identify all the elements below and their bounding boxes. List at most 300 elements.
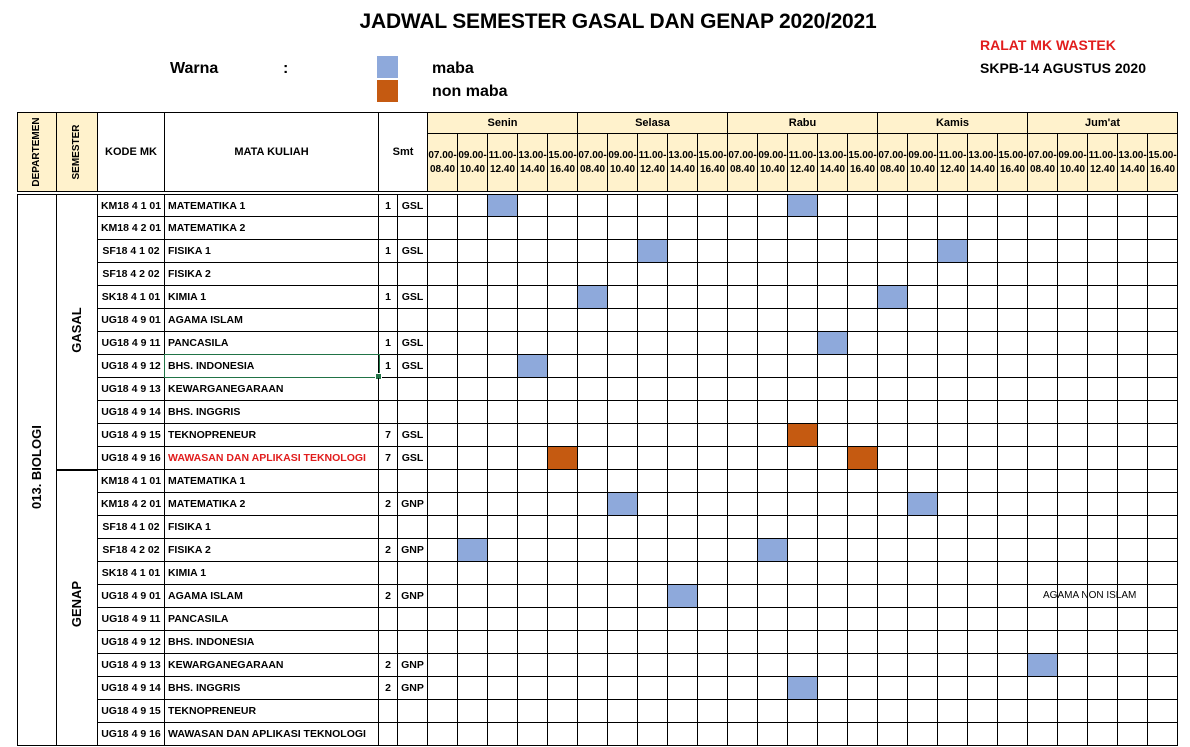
schedule-slot[interactable] [1058,562,1088,585]
schedule-slot[interactable] [848,240,878,263]
schedule-slot[interactable] [458,631,488,654]
schedule-slot[interactable] [698,263,728,286]
schedule-slot[interactable] [788,493,818,516]
schedule-slot[interactable] [698,516,728,539]
schedule-slot[interactable] [1088,562,1118,585]
schedule-slot[interactable] [788,332,818,355]
schedule-slot[interactable] [968,608,998,631]
schedule-slot[interactable] [908,631,938,654]
schedule-slot[interactable] [458,700,488,723]
schedule-slot[interactable] [578,194,608,217]
schedule-slot[interactable] [1058,654,1088,677]
schedule-slot[interactable] [578,539,608,562]
schedule-slot[interactable] [1148,539,1178,562]
schedule-slot[interactable] [1088,355,1118,378]
schedule-slot[interactable] [788,700,818,723]
schedule-slot[interactable] [998,447,1028,470]
schedule-slot[interactable] [998,217,1028,240]
schedule-slot[interactable] [1118,217,1148,240]
schedule-slot[interactable] [1028,447,1058,470]
schedule-slot[interactable] [818,493,848,516]
schedule-slot[interactable] [848,493,878,516]
schedule-slot[interactable] [428,447,458,470]
schedule-slot[interactable] [518,516,548,539]
schedule-mark-maba[interactable] [518,355,548,378]
schedule-slot[interactable] [848,332,878,355]
schedule-slot[interactable] [1058,332,1088,355]
schedule-slot[interactable] [638,263,668,286]
schedule-slot[interactable] [488,447,518,470]
schedule-slot[interactable] [608,654,638,677]
cell-selection[interactable] [164,354,380,378]
schedule-slot[interactable] [518,700,548,723]
schedule-slot[interactable] [1148,654,1178,677]
schedule-slot[interactable] [848,470,878,493]
schedule-slot[interactable] [488,493,518,516]
schedule-slot[interactable] [878,378,908,401]
schedule-slot[interactable] [998,286,1028,309]
schedule-slot[interactable] [848,217,878,240]
schedule-slot[interactable] [1118,424,1148,447]
schedule-slot[interactable] [998,355,1028,378]
schedule-slot[interactable] [698,424,728,447]
schedule-slot[interactable] [968,585,998,608]
schedule-slot[interactable] [848,309,878,332]
schedule-slot[interactable] [878,470,908,493]
schedule-slot[interactable] [1028,378,1058,401]
schedule-slot[interactable] [1028,309,1058,332]
schedule-mark-maba[interactable] [458,539,488,562]
schedule-slot[interactable] [668,677,698,700]
schedule-slot[interactable] [1088,700,1118,723]
schedule-slot[interactable] [878,263,908,286]
schedule-slot[interactable] [608,585,638,608]
schedule-slot[interactable] [608,631,638,654]
schedule-slot[interactable] [1058,608,1088,631]
schedule-slot[interactable] [818,539,848,562]
schedule-slot[interactable] [728,424,758,447]
schedule-slot[interactable] [938,263,968,286]
schedule-slot[interactable] [878,401,908,424]
schedule-slot[interactable] [908,447,938,470]
schedule-slot[interactable] [608,194,638,217]
schedule-slot[interactable] [758,631,788,654]
schedule-slot[interactable] [698,654,728,677]
schedule-slot[interactable] [818,470,848,493]
schedule-slot[interactable] [968,424,998,447]
schedule-slot[interactable] [548,217,578,240]
schedule-slot[interactable] [638,539,668,562]
schedule-slot[interactable] [728,447,758,470]
schedule-slot[interactable] [458,355,488,378]
schedule-slot[interactable] [1088,263,1118,286]
schedule-slot[interactable] [1148,309,1178,332]
schedule-slot[interactable] [1028,332,1058,355]
schedule-slot[interactable] [458,194,488,217]
schedule-slot[interactable] [518,631,548,654]
schedule-slot[interactable] [788,286,818,309]
schedule-slot[interactable] [698,194,728,217]
schedule-slot[interactable] [1118,286,1148,309]
schedule-slot[interactable] [998,378,1028,401]
schedule-slot[interactable] [428,332,458,355]
schedule-slot[interactable] [638,378,668,401]
schedule-slot[interactable] [758,378,788,401]
schedule-slot[interactable] [548,355,578,378]
schedule-slot[interactable] [1058,539,1088,562]
schedule-slot[interactable] [1088,470,1118,493]
schedule-slot[interactable] [428,194,458,217]
schedule-slot[interactable] [548,332,578,355]
schedule-mark-maba[interactable] [758,539,788,562]
schedule-slot[interactable] [488,309,518,332]
schedule-slot[interactable] [488,539,518,562]
schedule-slot[interactable] [1028,470,1058,493]
schedule-slot[interactable] [788,723,818,746]
schedule-slot[interactable] [968,240,998,263]
schedule-slot[interactable] [548,585,578,608]
schedule-slot[interactable] [1118,539,1148,562]
schedule-slot[interactable] [518,585,548,608]
schedule-slot[interactable] [578,700,608,723]
schedule-slot[interactable] [968,470,998,493]
schedule-slot[interactable] [878,723,908,746]
schedule-slot[interactable] [698,562,728,585]
schedule-slot[interactable] [788,631,818,654]
schedule-slot[interactable] [428,700,458,723]
schedule-slot[interactable] [488,631,518,654]
schedule-slot[interactable] [788,217,818,240]
schedule-slot[interactable] [428,631,458,654]
schedule-slot[interactable] [638,470,668,493]
schedule-mark-nonmaba[interactable] [548,447,578,470]
schedule-slot[interactable] [668,700,698,723]
schedule-slot[interactable] [488,562,518,585]
schedule-slot[interactable] [758,263,788,286]
schedule-slot[interactable] [878,700,908,723]
schedule-slot[interactable] [518,493,548,516]
schedule-slot[interactable] [938,470,968,493]
schedule-slot[interactable] [548,263,578,286]
schedule-slot[interactable] [518,608,548,631]
schedule-slot[interactable] [1028,516,1058,539]
schedule-slot[interactable] [758,562,788,585]
schedule-slot[interactable] [668,562,698,585]
schedule-slot[interactable] [818,516,848,539]
schedule-slot[interactable] [758,516,788,539]
schedule-slot[interactable] [1118,470,1148,493]
schedule-slot[interactable] [818,309,848,332]
schedule-slot[interactable] [968,562,998,585]
schedule-slot[interactable] [608,700,638,723]
schedule-slot[interactable] [488,585,518,608]
schedule-slot[interactable] [938,378,968,401]
schedule-slot[interactable] [1028,723,1058,746]
schedule-slot[interactable] [1028,493,1058,516]
schedule-slot[interactable] [758,309,788,332]
schedule-slot[interactable] [668,493,698,516]
schedule-slot[interactable] [488,723,518,746]
schedule-slot[interactable] [668,378,698,401]
schedule-slot[interactable] [878,355,908,378]
schedule-slot[interactable] [1088,677,1118,700]
schedule-slot[interactable] [938,493,968,516]
schedule-slot[interactable] [818,263,848,286]
schedule-slot[interactable] [608,424,638,447]
schedule-slot[interactable] [458,286,488,309]
schedule-slot[interactable] [908,700,938,723]
schedule-slot[interactable] [518,654,548,677]
schedule-slot[interactable] [908,516,938,539]
schedule-slot[interactable] [908,723,938,746]
schedule-slot[interactable] [728,723,758,746]
schedule-slot[interactable] [938,355,968,378]
schedule-mark-maba[interactable] [578,286,608,309]
schedule-slot[interactable] [458,217,488,240]
schedule-slot[interactable] [548,723,578,746]
schedule-slot[interactable] [938,332,968,355]
schedule-slot[interactable] [458,447,488,470]
schedule-slot[interactable] [998,194,1028,217]
schedule-slot[interactable] [968,700,998,723]
schedule-slot[interactable] [938,217,968,240]
schedule-slot[interactable] [728,631,758,654]
schedule-slot[interactable] [698,585,728,608]
schedule-slot[interactable] [1088,401,1118,424]
schedule-slot[interactable] [458,493,488,516]
schedule-slot[interactable] [938,654,968,677]
schedule-mark-maba[interactable] [608,493,638,516]
schedule-slot[interactable] [608,355,638,378]
schedule-slot[interactable] [1148,562,1178,585]
schedule-slot[interactable] [638,424,668,447]
schedule-slot[interactable] [878,240,908,263]
schedule-slot[interactable] [1118,631,1148,654]
schedule-slot[interactable] [998,723,1028,746]
schedule-slot[interactable] [698,447,728,470]
schedule-slot[interactable] [638,332,668,355]
schedule-slot[interactable] [758,332,788,355]
schedule-slot[interactable] [458,608,488,631]
schedule-slot[interactable] [1088,516,1118,539]
schedule-slot[interactable] [908,401,938,424]
schedule-slot[interactable] [518,286,548,309]
schedule-slot[interactable] [698,539,728,562]
schedule-slot[interactable] [608,378,638,401]
schedule-slot[interactable] [968,378,998,401]
schedule-slot[interactable] [728,585,758,608]
schedule-slot[interactable] [608,240,638,263]
schedule-slot[interactable] [1028,631,1058,654]
schedule-slot[interactable] [788,401,818,424]
schedule-slot[interactable] [1058,677,1088,700]
schedule-slot[interactable] [788,447,818,470]
schedule-slot[interactable] [638,447,668,470]
schedule-slot[interactable] [1118,723,1148,746]
schedule-slot[interactable] [458,654,488,677]
schedule-slot[interactable] [638,608,668,631]
schedule-slot[interactable] [1148,585,1178,608]
schedule-slot[interactable] [428,286,458,309]
schedule-slot[interactable] [1148,355,1178,378]
schedule-slot[interactable] [428,539,458,562]
schedule-slot[interactable] [1058,309,1088,332]
schedule-slot[interactable] [1148,470,1178,493]
schedule-slot[interactable] [938,447,968,470]
schedule-slot[interactable] [668,355,698,378]
schedule-slot[interactable] [608,309,638,332]
schedule-slot[interactable] [968,286,998,309]
schedule-slot[interactable] [788,378,818,401]
schedule-slot[interactable] [908,194,938,217]
schedule-slot[interactable] [668,470,698,493]
schedule-slot[interactable] [428,654,458,677]
schedule-slot[interactable] [1148,447,1178,470]
schedule-slot[interactable] [938,700,968,723]
schedule-slot[interactable] [1088,378,1118,401]
schedule-slot[interactable] [698,677,728,700]
schedule-slot[interactable] [788,309,818,332]
schedule-slot[interactable] [668,723,698,746]
schedule-slot[interactable] [1118,562,1148,585]
schedule-slot[interactable] [848,631,878,654]
schedule-slot[interactable] [1058,516,1088,539]
schedule-slot[interactable] [1118,516,1148,539]
schedule-slot[interactable] [1058,217,1088,240]
schedule-slot[interactable] [968,194,998,217]
schedule-slot[interactable] [668,240,698,263]
schedule-slot[interactable] [1058,355,1088,378]
schedule-slot[interactable] [758,355,788,378]
schedule-slot[interactable] [548,424,578,447]
schedule-slot[interactable] [938,608,968,631]
schedule-slot[interactable] [1088,539,1118,562]
schedule-slot[interactable] [578,608,608,631]
schedule-slot[interactable] [458,677,488,700]
schedule-slot[interactable] [578,493,608,516]
schedule-slot[interactable] [758,677,788,700]
schedule-slot[interactable] [518,263,548,286]
schedule-slot[interactable] [968,493,998,516]
schedule-slot[interactable] [1088,217,1118,240]
schedule-slot[interactable] [788,608,818,631]
schedule-slot[interactable] [638,493,668,516]
schedule-slot[interactable] [488,332,518,355]
schedule-slot[interactable] [1148,631,1178,654]
schedule-slot[interactable] [698,470,728,493]
schedule-slot[interactable] [848,608,878,631]
schedule-slot[interactable] [848,654,878,677]
schedule-slot[interactable] [878,654,908,677]
schedule-slot[interactable] [878,424,908,447]
schedule-slot[interactable] [518,539,548,562]
schedule-slot[interactable] [458,424,488,447]
schedule-slot[interactable] [818,424,848,447]
schedule-slot[interactable] [758,493,788,516]
schedule-slot[interactable] [788,516,818,539]
schedule-slot[interactable] [548,378,578,401]
schedule-slot[interactable] [818,631,848,654]
schedule-slot[interactable] [908,309,938,332]
schedule-slot[interactable] [698,401,728,424]
schedule-slot[interactable] [758,470,788,493]
schedule-slot[interactable] [1118,378,1148,401]
schedule-slot[interactable] [1118,447,1148,470]
schedule-slot[interactable] [728,309,758,332]
schedule-slot[interactable] [578,240,608,263]
schedule-slot[interactable] [758,654,788,677]
schedule-slot[interactable] [428,493,458,516]
schedule-slot[interactable] [638,355,668,378]
schedule-slot[interactable] [548,654,578,677]
schedule-slot[interactable] [428,424,458,447]
schedule-slot[interactable] [488,516,518,539]
schedule-slot[interactable] [818,608,848,631]
schedule-slot[interactable] [608,447,638,470]
schedule-slot[interactable] [488,470,518,493]
schedule-slot[interactable] [458,309,488,332]
schedule-slot[interactable] [668,516,698,539]
schedule-mark-maba[interactable] [638,240,668,263]
schedule-slot[interactable] [728,217,758,240]
schedule-slot[interactable] [878,194,908,217]
schedule-mark-maba[interactable] [878,286,908,309]
schedule-mark-maba[interactable] [488,194,518,217]
schedule-slot[interactable] [938,562,968,585]
schedule-slot[interactable] [1088,309,1118,332]
schedule-slot[interactable] [878,309,908,332]
schedule-slot[interactable] [968,332,998,355]
schedule-slot[interactable] [788,539,818,562]
schedule-slot[interactable] [1118,309,1148,332]
schedule-slot[interactable] [968,631,998,654]
schedule-slot[interactable] [908,240,938,263]
schedule-slot[interactable] [428,516,458,539]
schedule-slot[interactable] [428,470,458,493]
schedule-slot[interactable] [1028,286,1058,309]
schedule-slot[interactable] [1058,240,1088,263]
schedule-slot[interactable] [518,723,548,746]
schedule-slot[interactable] [788,263,818,286]
schedule-slot[interactable] [1028,562,1058,585]
schedule-slot[interactable] [758,217,788,240]
schedule-slot[interactable] [938,677,968,700]
schedule-slot[interactable] [458,516,488,539]
schedule-slot[interactable] [578,677,608,700]
schedule-slot[interactable] [848,401,878,424]
schedule-slot[interactable] [548,470,578,493]
schedule-slot[interactable] [548,401,578,424]
schedule-slot[interactable] [1058,700,1088,723]
schedule-slot[interactable] [1058,447,1088,470]
schedule-slot[interactable] [1028,608,1058,631]
schedule-slot[interactable] [1148,332,1178,355]
schedule-slot[interactable] [908,355,938,378]
schedule-slot[interactable] [488,240,518,263]
schedule-slot[interactable] [578,723,608,746]
schedule-slot[interactable] [1148,424,1178,447]
schedule-slot[interactable] [668,286,698,309]
schedule-slot[interactable] [758,424,788,447]
schedule-mark-maba[interactable] [1028,654,1058,677]
schedule-slot[interactable] [818,447,848,470]
schedule-slot[interactable] [968,723,998,746]
schedule-slot[interactable] [488,677,518,700]
schedule-slot[interactable] [1028,194,1058,217]
schedule-slot[interactable] [1148,194,1178,217]
schedule-slot[interactable] [608,608,638,631]
schedule-slot[interactable] [548,493,578,516]
